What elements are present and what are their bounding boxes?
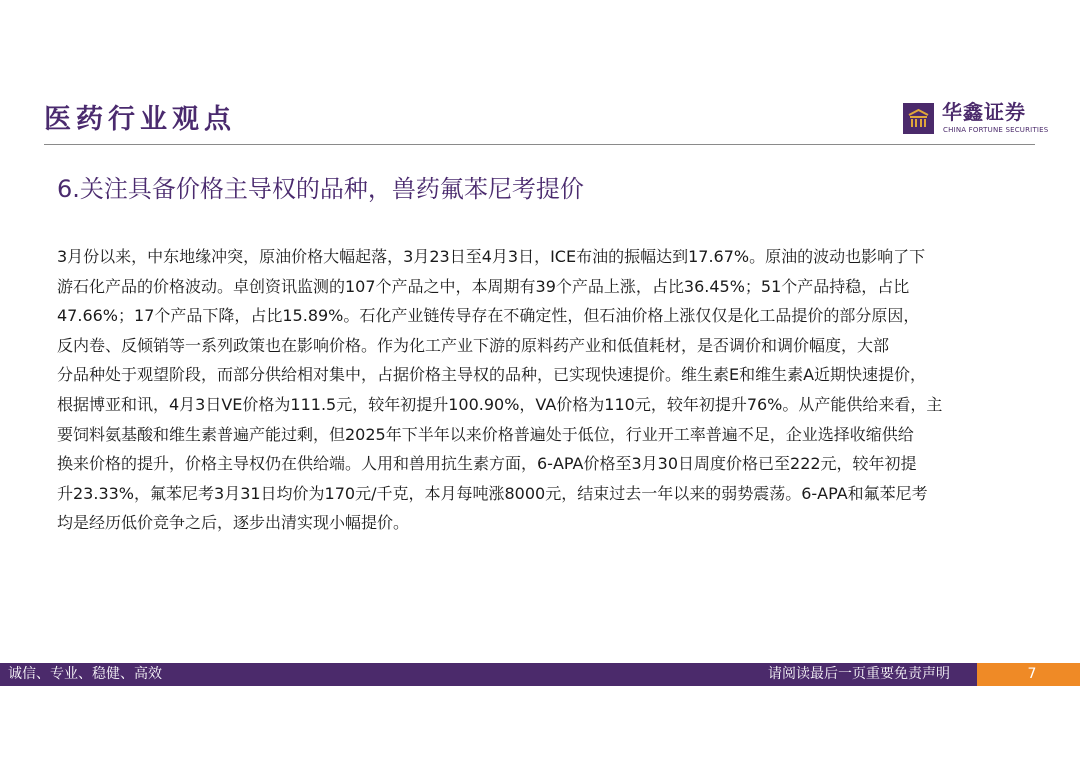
header-title: 医药行业观点 — [44, 104, 236, 135]
logo-chinese-name: 华鑫证券 — [942, 100, 1026, 124]
company-logo — [903, 100, 1049, 136]
logo-english-name: CHINA FORTUNE SECURITIES — [943, 126, 1049, 134]
footer-slogan: 诚信、专业、稳健、高效 — [8, 666, 162, 682]
section-title: 6.关注具备价格主导权的品种，兽药氟苯尼考提价 — [57, 175, 584, 203]
body-line: 均是经历低价竞争之后，逐步出清实现小幅提价。 — [57, 513, 410, 533]
body-line: 3月份以来，中东地缘冲突，原油价格大幅起落，3月23日至4月3日，ICE布油的振幅达到17.67%。原油的波动也影响了下 — [57, 247, 926, 266]
body-line: 分品种处于观望阶段，而部分供给相对集中，占据价格主导权的品种，已实现快速提价。维生素E和维生素A近期快速提价， — [57, 365, 927, 385]
chinese-roof-logo-icon — [903, 103, 934, 134]
body-paragraph — [57, 242, 1042, 538]
header-divider — [44, 144, 1035, 145]
body-line: 47.66%；17个产品下降，占比15.89%。石化产业链传导存在不确定性，但石油价格上涨仅仅是化工品提价的部分原因， — [57, 306, 920, 326]
footer-disclaimer: 请阅读最后一页重要免责声明 — [768, 666, 950, 682]
body-line: 要饲料氨基酸和维生素普遍产能过剩，但2025年下半年以来价格普遍处于低位，行业开工率普遍不足，企业选择收缩供给 — [57, 424, 914, 444]
page-number: 7 — [1027, 666, 1037, 682]
body-line: 游石化产品的价格波动。卓创资讯监测的107个产品之中，本周期有39个产品上涨，占比36.45%；51个产品持稳，占比 — [57, 276, 910, 296]
body-line: 升23.33%，氟苯尼考3月31日均价为170元/千克，本月每吨涨8000元，结束过去一年以来的弱势震荡。6-APA和氟苯尼考 — [57, 483, 928, 503]
body-line: 反内卷、反倾销等一系列政策也在影响价格。作为化工产业下游的原料药产业和低值耗材，是否调价和调价幅度，大部 — [57, 335, 890, 355]
body-line: 换来价格的提升，价格主导权仍在供给端。人用和兽用抗生素方面，6-APA价格至3月30日周度价格已至222元，较年初提 — [57, 454, 917, 474]
body-line: 根据博亚和讯，4月3日VE价格为111.5元，较年初提升100.90%，VA价格为110元，较年初提升76%。从产能供给来看，主 — [57, 394, 943, 414]
